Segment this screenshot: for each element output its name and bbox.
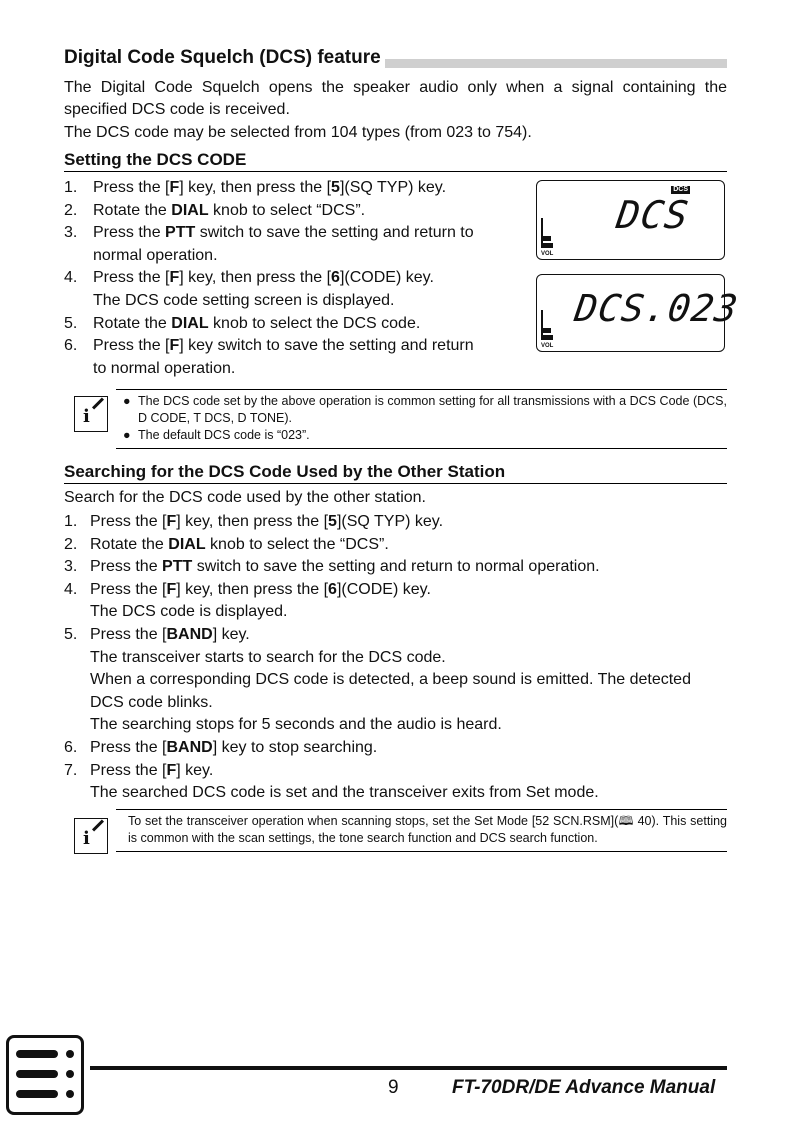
step-number: 3. <box>64 558 78 576</box>
step-text: Rotate the DIAL knob to select the “DCS”. <box>90 535 389 553</box>
note-item: ● The DCS code set by the above operation is common setting for all transmissions with a DCS Code (DCS, D CODE, T DCS, D TONE). <box>123 394 727 425</box>
step-text: to normal operation. <box>93 359 236 377</box>
searching-intro: Search for the DCS code used by the other station. <box>64 489 426 506</box>
manual-title: FT-70DR/DE Advance Manual <box>452 1077 716 1098</box>
step-number: 5. <box>64 626 78 643</box>
info-note-icon: i <box>74 818 108 854</box>
step-text: Rotate the DIAL knob to select “DCS”. <box>93 201 366 219</box>
step-text: Press the [BAND] key to stop searching. <box>90 739 378 756</box>
intro-range: The DCS code may be selected from 104 types (from 023 to 754). <box>64 124 532 141</box>
step-text: The searching stops for 5 seconds and the audio is heard. <box>90 716 502 734</box>
lcd-display-dcs <box>536 180 725 260</box>
step-text: The searched DCS code is set and the transceiver exits from Set mode. <box>90 784 599 802</box>
footer-rule <box>90 1066 727 1070</box>
step-text: The transceiver starts to search for the DCS code. <box>90 648 446 666</box>
step-text: normal operation. <box>93 246 218 264</box>
section-title: Digital Code Squelch (DCS) feature <box>64 47 727 69</box>
step-text: Press the [F] key. <box>90 761 214 779</box>
step-text: Press the PTT switch to save the setting and return to normal operation. <box>90 558 600 576</box>
step-text: The DCS code is displayed. <box>90 603 288 621</box>
step-number: 3. <box>64 224 78 242</box>
step-text: Press the [F] key switch to save the setting and return <box>93 337 474 355</box>
step-text: DCS code blinks. <box>90 693 213 711</box>
lcd-text: DCS <box>613 193 692 237</box>
info-note-icon: i <box>74 396 108 432</box>
step-text: Press the [F] key, then press the [6](CODE) key. <box>90 580 431 598</box>
step-text: Press the [F] key, then press the [5](SQ TYP) key. <box>90 513 444 530</box>
setting-heading: Setting the DCS CODE <box>64 149 727 172</box>
step-text: Press the [F] key, then press the [6](CODE) key. <box>93 269 434 287</box>
step-text: Rotate the DIAL knob to select the DCS code. <box>93 314 421 332</box>
volume-indicator: VOL <box>541 218 555 256</box>
step-number: 1. <box>64 179 78 196</box>
step-number: 2. <box>64 201 78 219</box>
step-text: Press the PTT switch to save the setting and return to <box>93 224 474 242</box>
intro-paragraph: The Digital Code Squelch opens the speaker audio only when a signal containing the specified DCS code is received. <box>64 79 727 118</box>
searching-heading: Searching for the DCS Code Used by the Other Station <box>64 461 727 484</box>
step-number: 6. <box>64 337 78 355</box>
step-number: 5. <box>64 314 78 332</box>
step-text: The DCS code setting screen is displayed. <box>93 291 395 309</box>
step-number: 2. <box>64 535 78 553</box>
step-text: When a corresponding DCS code is detected, a beep sound is emitted. The detected <box>90 671 691 689</box>
step-text: Press the [BAND] key. <box>90 626 250 643</box>
lcd-text: DCS.023 <box>572 287 742 330</box>
step-text: Press the [F] key, then press the [5](SQ TYP) key. <box>93 179 447 196</box>
step-number: 1. <box>64 513 78 530</box>
step-number: 6. <box>64 739 78 756</box>
step-number: 7. <box>64 761 78 779</box>
step-number: 4. <box>64 580 78 598</box>
dcs-badge: DCS <box>673 186 688 193</box>
searching-note: To set the transceiver operation when scanning stops, set the Set Mode [52 SCN.RSM](🕮 40). This setting is common with the scan settings, the tone search function and DCS search function. <box>116 809 727 852</box>
page-number: 9 <box>388 1077 399 1098</box>
volume-indicator: VOL <box>541 310 555 348</box>
setting-note <box>116 389 727 449</box>
step-number: 4. <box>64 269 78 287</box>
menu-icon[interactable] <box>6 1035 84 1115</box>
note-item: ● The default DCS code is “023”. <box>123 428 310 442</box>
lcd-display-dcs-code <box>536 274 742 352</box>
